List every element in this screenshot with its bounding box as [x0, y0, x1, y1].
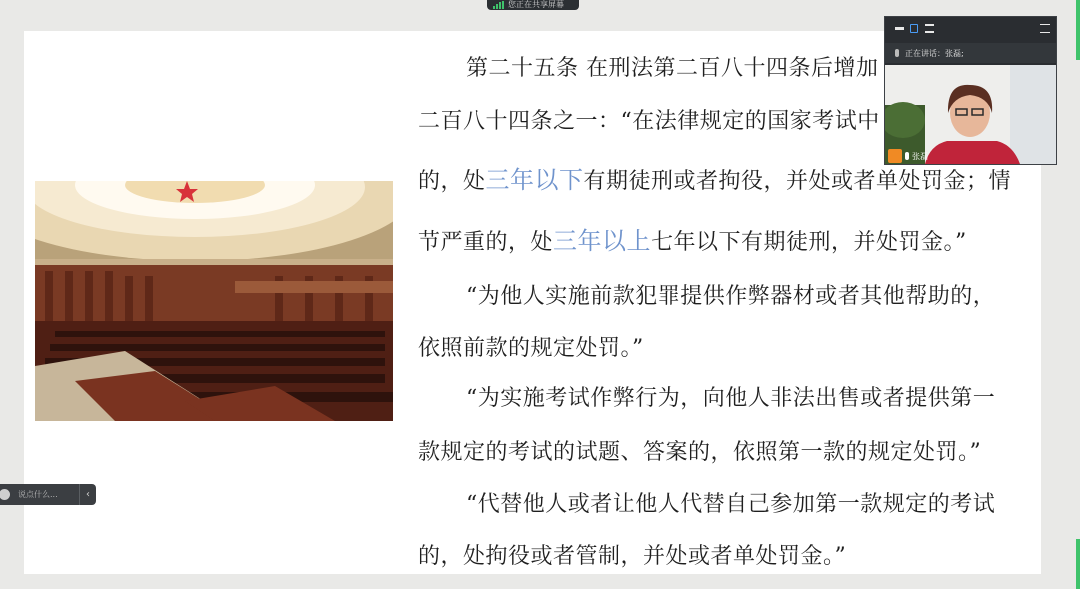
comment-input[interactable]	[0, 484, 96, 505]
paragraph-line-8: 款规定的考试的试题、答案的，依照第一款的规定处罚。”	[418, 440, 982, 465]
window-edge-accent	[1076, 0, 1080, 60]
paragraph-line-7: “为实施考试作弊行为，向他人非法出售或者提供第一	[466, 386, 996, 411]
participant-name: 张磊	[912, 151, 928, 161]
collapse-left-icon[interactable]: ‹	[79, 484, 96, 505]
highlight-term: 三年以下	[485, 166, 584, 194]
paragraph-line-5: “为他人实施前款犯罪提供作弊器材或者其他帮助的，	[466, 284, 996, 309]
minimize-icon[interactable]	[895, 27, 904, 30]
paragraph-line-9: “代替他人或者让他人代替自己参加第一款规定的考试	[466, 492, 996, 517]
speaking-indicator	[885, 43, 1056, 63]
comment-placeholder: 说点什么...	[18, 490, 58, 499]
paragraph-line-4: 节严重的，处三年以上七年以下有期徒刑，并处罚金。”	[418, 227, 967, 255]
window-edge-accent	[1076, 539, 1080, 589]
video-panel-toolbar	[885, 17, 1056, 41]
mic-icon	[905, 152, 909, 160]
hall-photo	[35, 181, 393, 421]
paragraph-line-10: 的，处拘役或者管制，并处或者单处罚金。”	[418, 544, 847, 569]
paragraph-line-2: 二百八十四条之一：“在法律规定的国家考试中	[418, 109, 880, 134]
speaking-label: 正在讲话：张磊;	[905, 48, 964, 58]
mic-icon	[895, 49, 899, 57]
signal-bars-icon	[493, 1, 504, 9]
share-banner-label: 您正在共享屏幕	[508, 0, 564, 9]
highlight-term: 三年以上	[553, 227, 652, 255]
list-icon[interactable]	[925, 24, 934, 33]
layout-icon[interactable]	[910, 24, 918, 33]
video-panel[interactable]	[884, 16, 1057, 165]
paragraph-line-6: 依照前款的规定处罚。”	[418, 336, 644, 361]
screen-share-banner[interactable]	[487, 0, 579, 10]
paragraph-line-3: 的，处三年以下有期徒刑或者拘役，并处或者单处罚金；情	[418, 166, 1012, 194]
participant-namebar	[888, 149, 928, 163]
paragraph-line-1: 第二十五条 在刑法第二百八十四条后增加	[466, 56, 879, 81]
collapse-right-icon[interactable]	[1040, 24, 1050, 33]
emoji-icon[interactable]	[0, 489, 10, 500]
avatar	[888, 149, 902, 163]
